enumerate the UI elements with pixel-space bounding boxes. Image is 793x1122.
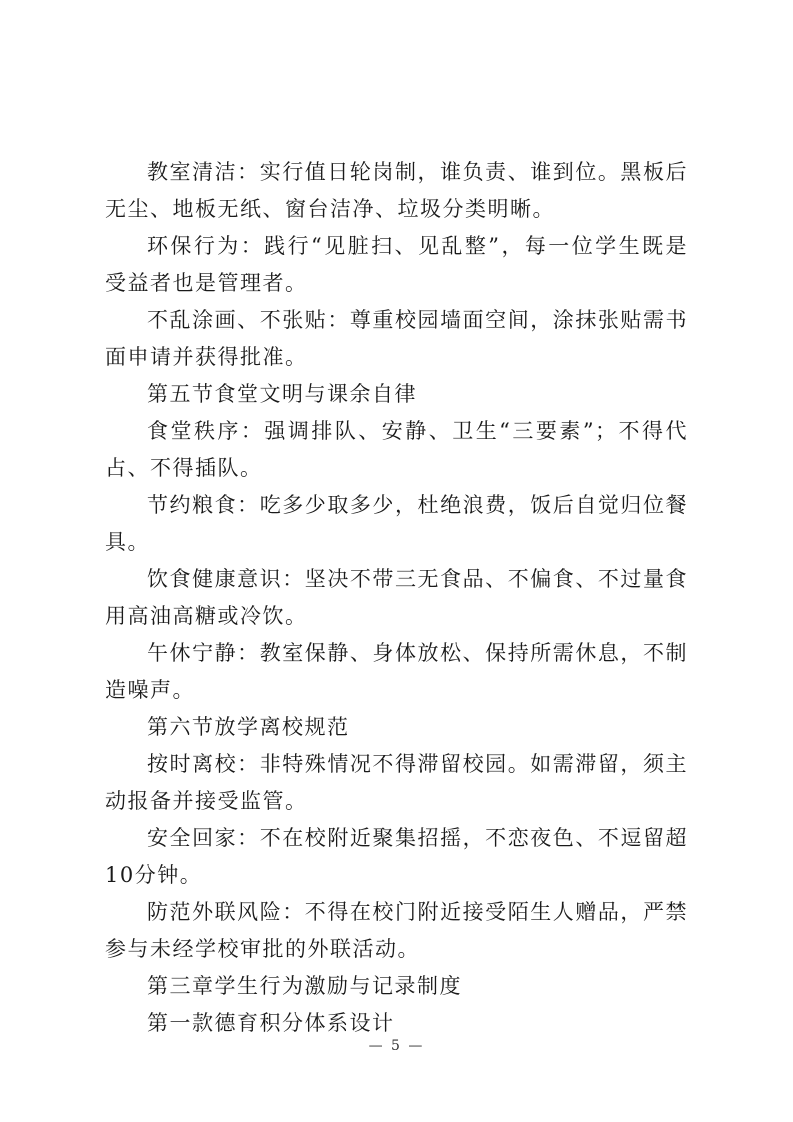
paragraph-healthy-eating: 饮食健康意识：坚决不带三无食品、不偏食、不过量食用高油高糖或冷饮。 [105, 567, 688, 628]
paragraph-cafeteria-order: 食堂秩序：强调排队、安静、卫生“三要素”；不得代占、不得插队。 [105, 419, 688, 480]
document-body [105, 154, 688, 1042]
paragraph-nap-quiet: 午休宁静：教室保静、身体放松、保持所需休息，不制造噪声。 [105, 641, 688, 702]
clause-heading-points-system: 第一款德育积分体系设计 [147, 1011, 395, 1035]
section-heading-cafeteria: 第五节食堂文明与课余自律 [147, 382, 417, 406]
paragraph-outside-risk: 防范外联风险：不得在校门附近接受陌生人赠品，严禁参与未经学校审批的外联活动。 [105, 900, 688, 961]
page-number: — 5 — [368, 1038, 425, 1054]
section-heading-leaving-school: 第六节放学离校规范 [147, 715, 350, 739]
paragraph-leave-on-time: 按时离校：非特殊情况不得滞留校园。如需滞留，须主动报备并接受监管。 [105, 752, 688, 813]
paragraph-environmental-behavior: 环保行为：践行“见脏扫、见乱整”，每一位学生既是受益者也是管理者。 [105, 234, 688, 295]
paragraph-safe-home: 安全回家：不在校附近聚集招摇，不恋夜色、不逗留超10分钟。 [105, 826, 688, 887]
paragraph-classroom-cleaning: 教室清洁：实行值日轮岗制，谁负责、谁到位。黑板后无尘、地板无纸、窗台洁净、垃圾分类明晰。 [105, 160, 688, 221]
paragraph-save-food: 节约粮食：吃多少取多少，杜绝浪费，饭后自觉归位餐具。 [105, 493, 688, 554]
paragraph-no-graffiti: 不乱涂画、不张贴：尊重校园墙面空间，涂抹张贴需书面申请并获得批准。 [105, 308, 688, 369]
chapter-heading-incentives: 第三章学生行为激励与记录制度 [147, 974, 462, 998]
